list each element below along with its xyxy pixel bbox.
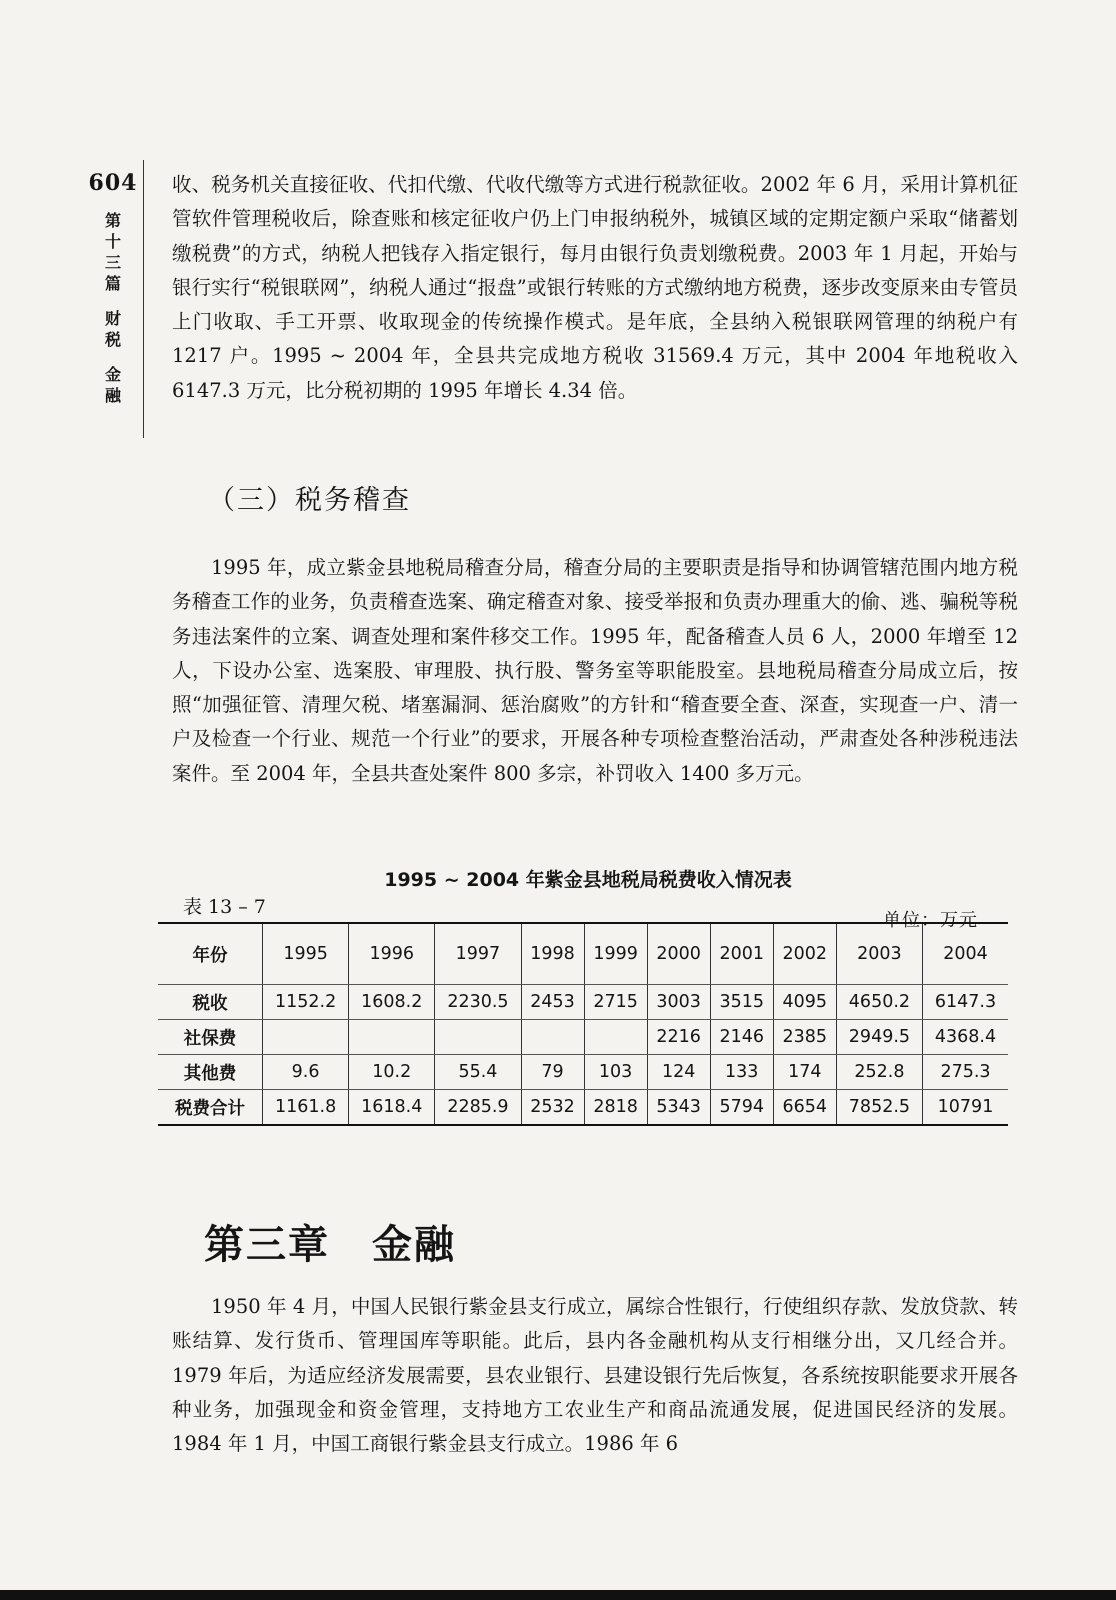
running-head-gap [88,350,138,364]
table-cell: 275.3 [923,1055,1009,1090]
running-head-char: 第 [104,211,121,230]
running-head-char: 三 [104,253,121,272]
table-cell [435,1020,521,1055]
running-head [88,210,138,406]
running-head-gap [88,294,138,308]
table-cell: 2385 [773,1020,836,1055]
scan-edge-shadow [0,1590,1116,1600]
running-head-char: 财 [104,309,121,328]
table-cell: 79 [521,1055,584,1090]
table-cell: 174 [773,1055,836,1090]
table-header-cell: 2004 [923,923,1009,985]
table-row [158,1020,1008,1055]
table-cell: 4650.2 [836,985,922,1020]
table-row [158,1055,1008,1090]
table-cell: 133 [710,1055,773,1090]
table-cell: 252.8 [836,1055,922,1090]
table-header-cell: 1998 [521,923,584,985]
running-head-char: 十 [104,232,121,251]
table-header-cell: 1996 [349,923,435,985]
running-head-char: 税 [104,330,121,349]
table-cell: 2230.5 [435,985,521,1020]
table-cell: 3515 [710,985,773,1020]
running-head-char: 金 [104,365,121,384]
table-unit: 单位：万元 [883,910,978,931]
body-paragraph: 1950 年 4 月，中国人民银行紫金县支行成立，属综合性银行，行使组织存款、发放贷款、转账结算、发行货币、管理国库等职能。此后，县内各金融机构从支行相继分出，又几经合并。1979 年后，为适应经济发展需要，县农业银行、县建设银行先后恢复，各系统按职能要求开展各种业务，加强现金和资金管理，支持地方工农业生产和商品流通发展，促进国民经济的发展。1984 年 1 月，中国工商银行紫金县支行成立。1986 年 6 [172,1295,1018,1456]
table-cell: 6654 [773,1090,836,1126]
table-header-cell: 年份 [158,923,263,985]
table-cell: 1161.8 [263,1090,349,1126]
page-number: 604 [88,170,138,196]
table-cell: 2949.5 [836,1020,922,1055]
table-cell: 5343 [647,1090,710,1126]
table-cell [584,1020,647,1055]
table-cell: 2146 [710,1020,773,1055]
table-cell: 10791 [923,1090,1009,1126]
table-row-label: 税收 [158,985,263,1020]
table-cell: 2715 [584,985,647,1020]
table-row-label: 社保费 [158,1020,263,1055]
table-header-cell: 2000 [647,923,710,985]
table-cell: 2216 [647,1020,710,1055]
table-cell: 4095 [773,985,836,1020]
chapter-heading: 第三章 金融 [204,1222,456,1268]
table-cell: 103 [584,1055,647,1090]
table-cell: 2285.9 [435,1090,521,1126]
body-paragraph: 收、税务机关直接征收、代扣代缴、代收代缴等方式进行税款征收。2002 年 6 月，采用计算机征管软件管理税收后，除查账和核定征收户仍上门申报纳税外，城镇区域的定期定额户采取“储蓄划缴税费”的方式，纳税人把钱存入指定银行，每月由银行负责划缴税费。2003 年 1 月起，开始与银行实行“税银联网”，纳税人通过“报盘”或银行转账的方式缴纳地方税费，逐步改变原来由专管员上门收取、手工开票、收取现金的传统操作模式。是年底，全县纳入税银联网管理的纳税户有 1217 户。1995 ~ 2004 年，全县共完成地方税收 31569.4 万元，其中 2004 年地税收入 6147.3 万元，比分税初期的 1995 年增长 4.34 倍。 [172,173,1018,402]
running-head-char: 融 [104,386,121,405]
table-header-cell: 2001 [710,923,773,985]
table-row-label: 其他费 [158,1055,263,1090]
running-head-char: 篇 [104,274,121,293]
table-header-row [158,923,1008,985]
section-heading: （三）税务稽查 [208,485,411,516]
table-cell: 1618.4 [349,1090,435,1126]
table-cell: 5794 [710,1090,773,1126]
table-cell: 4368.4 [923,1020,1009,1055]
tax-revenue-table [158,922,1008,1126]
table-cell: 7852.5 [836,1090,922,1126]
table-cell [521,1020,584,1055]
table-cell: 1608.2 [349,985,435,1020]
table-row [158,1090,1008,1126]
table-header-cell: 1995 [263,923,349,985]
table-cell [349,1020,435,1055]
body-paragraph: 1995 年，成立紫金县地税局稽查分局，稽查分局的主要职责是指导和协调管辖范围内地方税务稽查工作的业务，负责稽查选案、确定稽查对象、接受举报和负责办理重大的偷、逃、骗税等税务违法案件的立案、调查处理和案件移交工作。1995 年，配备稽查人员 6 人，2000 年增至 12 人，下设办公室、选案股、审理股、执行股、警务室等职能股室。县地税局稽查分局成立后，按照“加强征管、清理欠税、堵塞漏洞、惩治腐败”的方针和“稽查要全查、深查，实现查一户、清一户及检查一个行业、规范一个行业”的要求，开展各种专项检查整治活动，严肃查处各种涉税违法案件。至 2004 年，全县共查处案件 800 多宗，补罚收入 1400 多万元。 [172,556,1018,785]
table-cell: 9.6 [263,1055,349,1090]
table-cell: 1152.2 [263,985,349,1020]
table-header-cell: 1999 [584,923,647,985]
table-row-label: 税费合计 [158,1090,263,1126]
table-title: 1995 ~ 2004 年紫金县地税局税费收入情况表 [384,869,792,891]
table-cell: 55.4 [435,1055,521,1090]
table-number: 表 13 – 7 [183,896,266,918]
margin-column [88,170,138,406]
table-header-cell: 1997 [435,923,521,985]
table-cell: 2453 [521,985,584,1020]
table-header-cell: 2003 [836,923,922,985]
margin-divider [143,160,144,438]
table-cell: 124 [647,1055,710,1090]
table-header-cell: 2002 [773,923,836,985]
table-cell [263,1020,349,1055]
table-cell: 3003 [647,985,710,1020]
table-row [158,985,1008,1020]
table-cell: 2532 [521,1090,584,1126]
table-cell: 6147.3 [923,985,1009,1020]
table-cell: 2818 [584,1090,647,1126]
table-cell: 10.2 [349,1055,435,1090]
